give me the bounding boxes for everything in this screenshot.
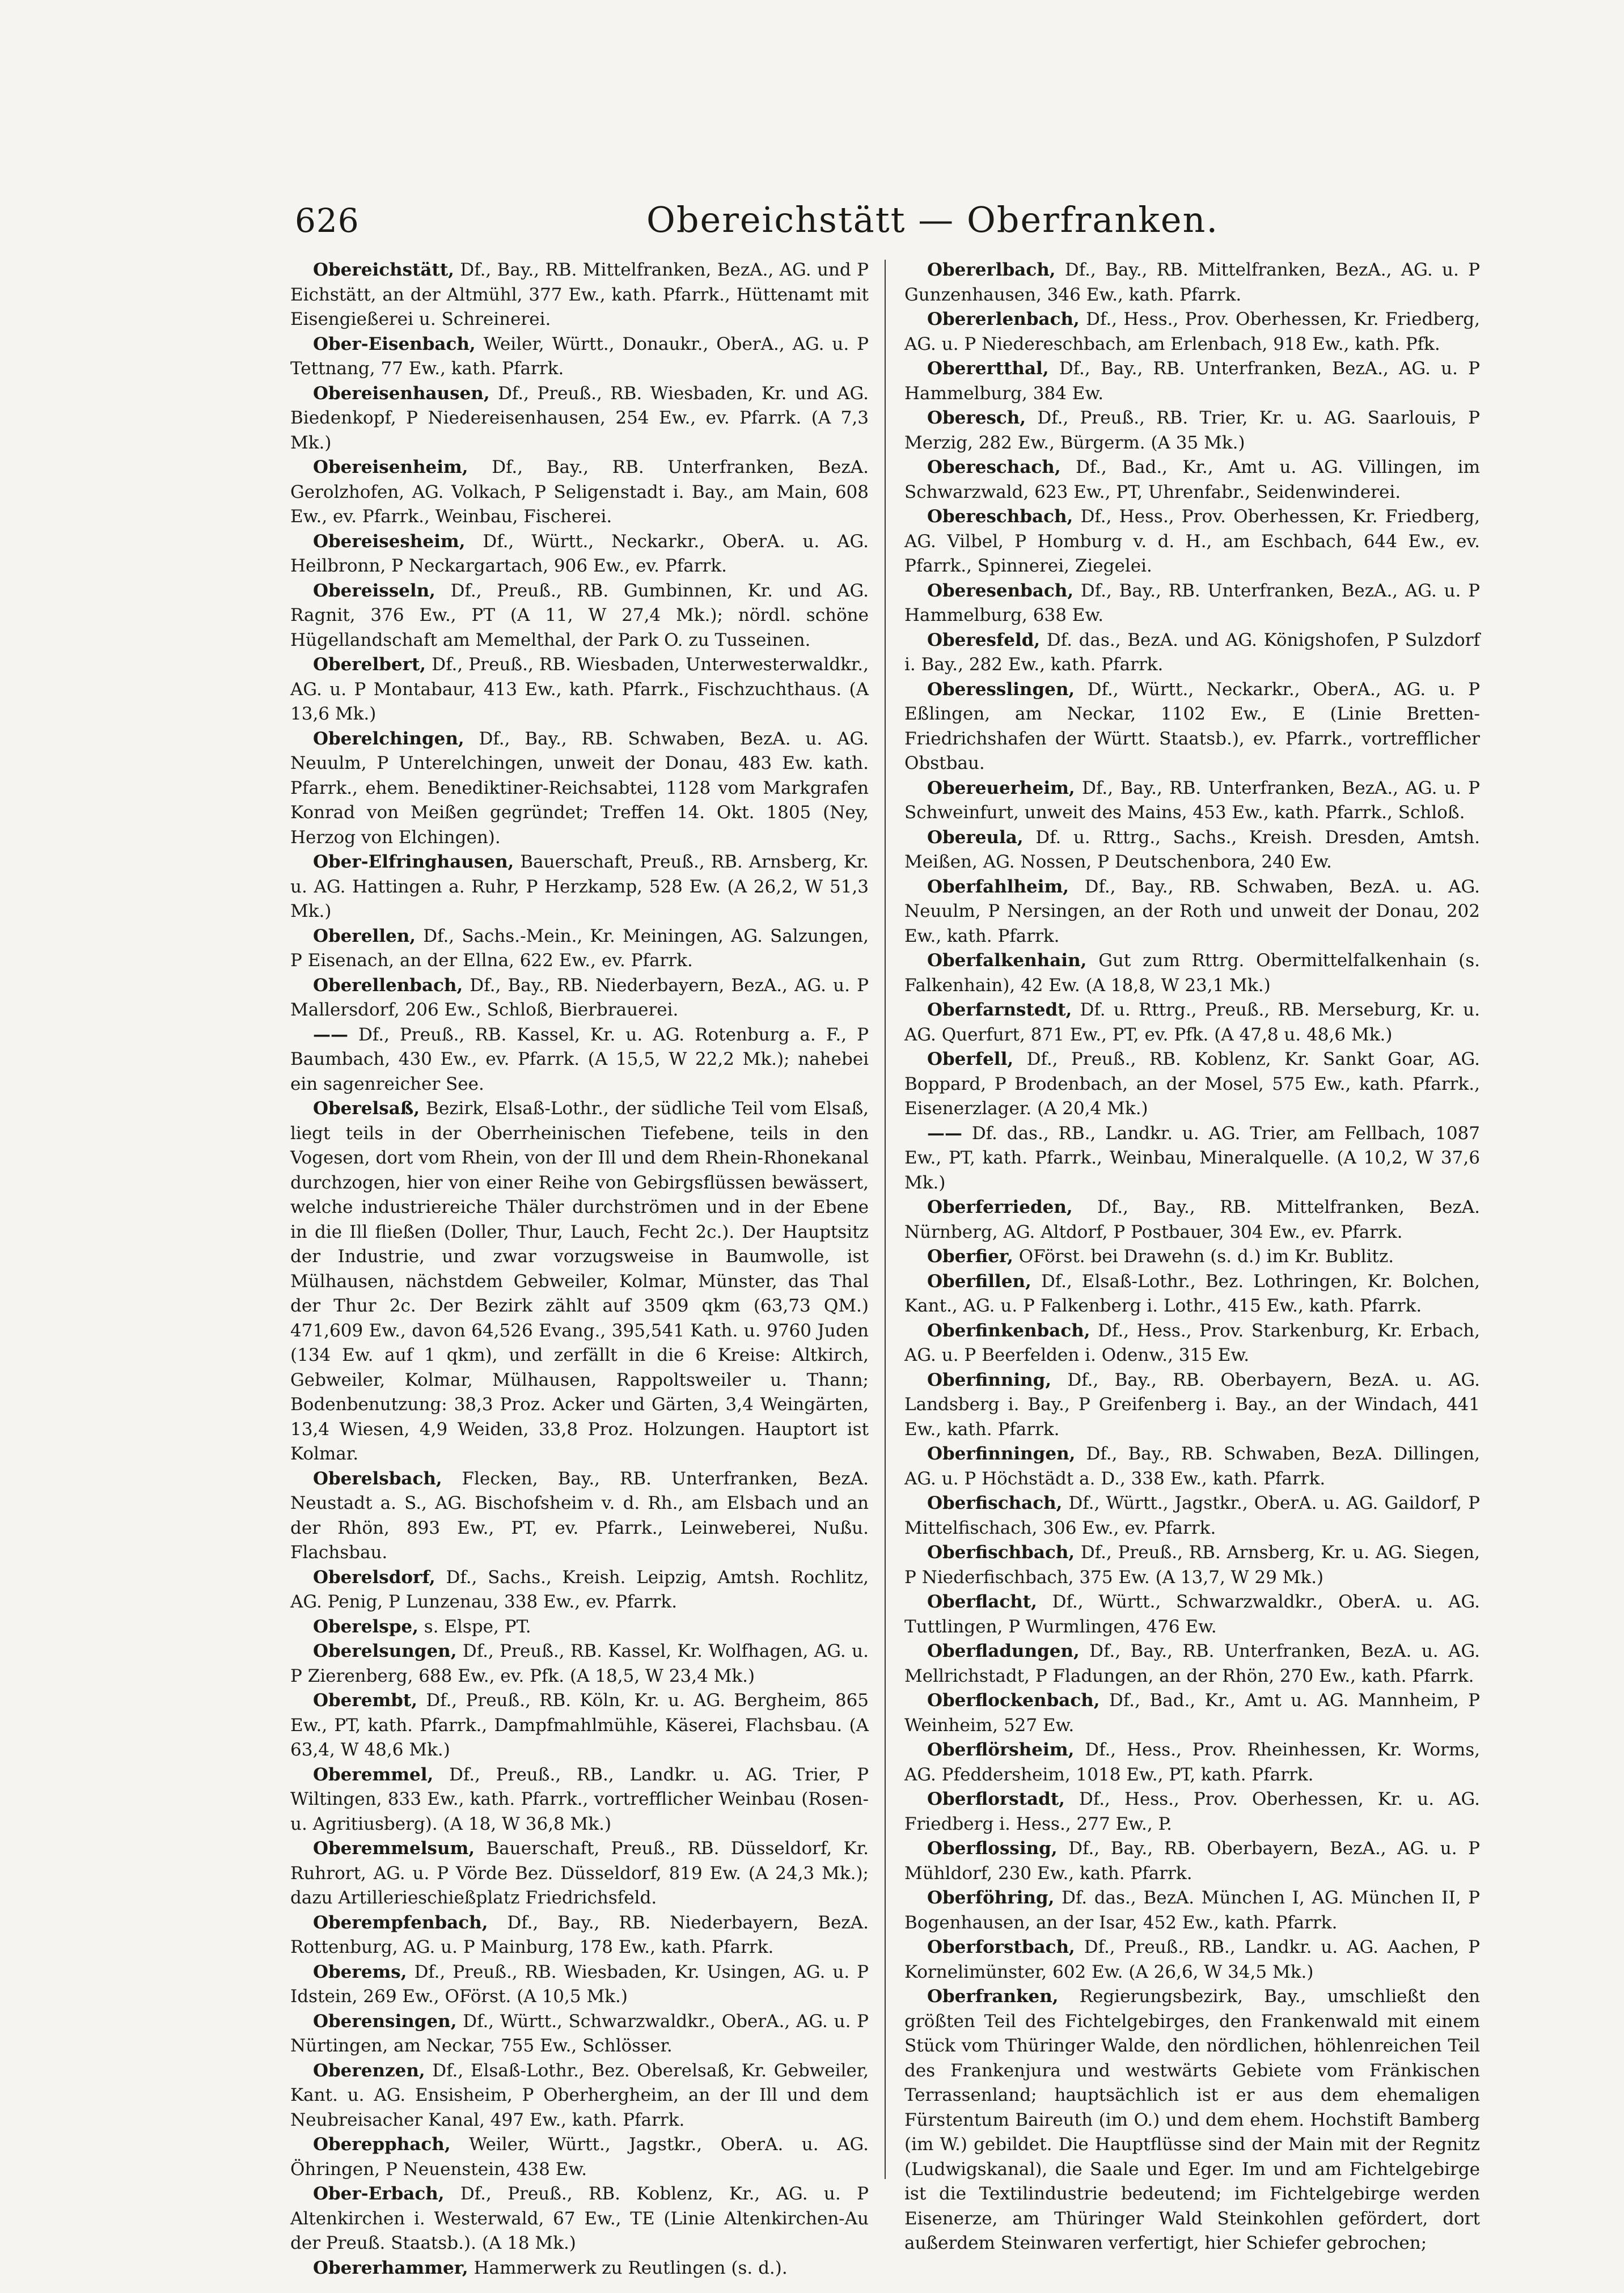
entry-headword: Oberfillen, xyxy=(927,1271,1031,1292)
entry-headword: Obereisesheim, xyxy=(313,531,466,552)
dictionary-entry xyxy=(904,1270,1480,1319)
entry-text: Df. u. Rttrg., Preuß., RB. Merseburg, Kr. u. AG. Querfurt, 871 Ew., PT, ev. Pfk. (A 47,8 u. 48,6 Mk.) xyxy=(904,1000,1480,1045)
dictionary-entry xyxy=(904,826,1480,875)
entry-text: Df., Württ., Jagstkr., OberA. u. AG. Gaildorf, P Mittelfischach, 306 Ew., ev. Pfarrk. xyxy=(904,1493,1480,1538)
dictionary-entry xyxy=(290,974,869,1023)
dictionary-entry xyxy=(904,1935,1480,1985)
entry-text: Df., Preuß., RB. Koblenz, Kr., AG. u. P Altenkirchen i. Westerwald, 67 Ew., TE (Linie Altenkirchen-Au der Preuß. Staatsb.). (A 18 Mk.) xyxy=(290,2184,869,2253)
entry-text: Df., Bay., RB. Mittelfranken, BezA., AG. u. P Gunzenhausen, 346 Ew., kath. Pfarrk. xyxy=(904,260,1481,305)
left-column xyxy=(290,258,869,2278)
entry-headword: Oberensingen, xyxy=(313,2011,457,2032)
entry-text: Df., Elsaß-Lothr., Bez. Lothringen, Kr. Bolchen, Kant., AG. u. P Falkenberg i. Lothr., 415 Ew., kath. Pfarrk. xyxy=(904,1271,1480,1316)
entry-headword: Oberertthal, xyxy=(927,358,1049,379)
dictionary-entry xyxy=(290,2059,869,2133)
entry-text: Df., Preuß., RB. Kassel, Kr. u. AG. Rotenburg a. F., P Baumbach, 430 Ew., ev. Pfarrk. (A 15,5, W 22,2 Mk.); nahebei ein sagenreicher See. xyxy=(290,1024,869,1094)
entry-headword: Oberemmel, xyxy=(313,1764,434,1785)
entry-text: Df., Bay., RB. Oberbayern, BezA. u. AG. Landsberg i. Bay., P Greifenberg i. Bay., an der Windach, 441 Ew., kath. Pfarrk. xyxy=(904,1369,1480,1440)
dictionary-entry xyxy=(904,1985,1480,2256)
running-title: Obereichstätt — Oberfranken. xyxy=(646,199,1219,240)
entry-text: OFörst. bei Drawehn (s. d.) im Kr. Bublitz. xyxy=(1018,1246,1394,1267)
entry-text: Df., Bay., RB. Unterfranken, BezA., AG. u. P Hammelburg, 638 Ew. xyxy=(904,580,1480,625)
dictionary-entry xyxy=(904,1245,1480,1270)
entry-headword: Oberesch, xyxy=(927,408,1026,428)
entry-headword: Obereula, xyxy=(927,827,1024,848)
entry-headword: Oberelsbach, xyxy=(313,1468,442,1489)
dictionary-entry xyxy=(290,924,869,974)
dictionary-entry xyxy=(904,1738,1480,1787)
entry-text: Df., Hess., Prov. Rheinhessen, Kr. Worms, AG. Pfeddersheim, 1018 Ew., PT, kath. Pfarrk. xyxy=(904,1740,1480,1785)
entry-text: Df., Preuß., RB. Wiesbaden, Kr. und AG. Biedenkopf, P Niedereisenhausen, 254 Ew., ev. Pfarrk. (A 7,3 Mk.) xyxy=(290,383,869,453)
entry-text: Hammerwerk zu Reutlingen (s. d.). xyxy=(473,2257,788,2278)
dictionary-entry xyxy=(290,1615,869,1640)
entry-headword: Oberelspe, xyxy=(313,1616,418,1637)
entry-text: Df., Preuß., RB. Arnsberg, Kr. u. AG. Siegen, P Niederfischbach, 375 Ew. (A 13,7, W 29 Mk.) xyxy=(904,1542,1481,1588)
entry-headword: Oberellen, xyxy=(313,925,416,946)
page-number: 626 xyxy=(295,201,360,240)
entry-headword: Obereisenheim, xyxy=(313,457,468,477)
dictionary-entry xyxy=(290,382,869,456)
entry-headword: Obereuerheim, xyxy=(927,777,1075,798)
entry-headword: Oberforstbach, xyxy=(927,1937,1075,1957)
entry-text: Df., Preuß., RB. Wiesbaden, Kr. Usingen, AG. u. P Idstein, 269 Ew., OFörst. (A 10,5 Mk.) xyxy=(290,1961,869,2007)
dictionary-entry xyxy=(904,949,1480,998)
right-column xyxy=(904,258,1481,2253)
entry-headword: Oberesslingen, xyxy=(927,679,1075,700)
entry-headword: Oberfranken, xyxy=(927,1986,1059,2007)
entry-headword: Ober-Eisenbach, xyxy=(313,333,476,354)
dictionary-entry xyxy=(290,1097,869,1467)
dictionary-entry xyxy=(904,505,1480,579)
column-divider xyxy=(885,260,886,2179)
entry-text: Df., Bay., RB. Mittelfranken, BezA. Nürnberg, AG. Altdorf, P Postbauer, 304 Ew., ev. Pfarrk. xyxy=(904,1197,1480,1242)
entry-headword: Oberfell, xyxy=(927,1049,1014,1069)
entry-text: Df., Bay., RB. Unterfranken, BezA., AG. u. P Hammelburg, 384 Ew. xyxy=(904,358,1480,404)
entry-text: Df., Bad., Kr., Amt u. AG. Villingen, im Schwarzwald, 623 Ew., PT, Uhrenfabr., Seidenwinderei. xyxy=(904,457,1480,502)
dictionary-entry xyxy=(904,998,1480,1047)
dictionary-entry xyxy=(904,1837,1480,1886)
entry-headword: Oberferrieden, xyxy=(927,1197,1073,1217)
entry-headword: Oberfalkenhain, xyxy=(927,950,1087,971)
entry-text: Df., Sachs., Kreish. Leipzig, Amtsh. Rochlitz, AG. Penig, P Lunzenau, 338 Ew., ev. Pfarrk. xyxy=(290,1567,869,1612)
entry-text: Df., Bay., RB. Oberbayern, BezA., AG. u. P Mühldorf, 230 Ew., kath. Pfarrk. xyxy=(904,1838,1480,1884)
dictionary-entry xyxy=(290,1960,869,2009)
dictionary-entry xyxy=(904,406,1480,455)
entry-text: Df., Preuß., RB. Kassel, Kr. Wolfhagen, AG. u. P Zierenberg, 688 Ew., ev. Pfk. (A 18,5, W 23,4 Mk.) xyxy=(290,1641,869,1686)
dictionary-entry xyxy=(290,1763,869,1837)
entry-text: Df., Bay., RB. Unterfranken, BezA. u. AG. Mellrichstadt, P Fladungen, an der Rhön, 270 Ew., kath. Pfarrk. xyxy=(904,1641,1480,1686)
dictionary-entry xyxy=(290,1689,869,1763)
entry-text: Df., Bay., RB. Schwaben, BezA. u. AG. Neuulm, P Unterelchingen, unweit der Donau, 483 Ew. kath. Pfarrk., ehem. Benediktiner-Reichsabtei, 1128 vom Markgrafen Konrad von Meißen gegründet; Treffen 14. Okt. 1805 (Ney, Herzog von Elchingen). xyxy=(290,728,869,848)
entry-headword: Oberems, xyxy=(313,1961,407,1982)
entry-text: Bezirk, Elsaß-Lothr., der südliche Teil vom Elsaß, liegt teils in der Oberrheinischen Tiefebene, teils in den Vogesen, dort vom Rhein, von der Ill und dem Rhein-Rhonekanal durchzogen, hier von einer Reihe von Gebirgsflüssen bewässert, welche industriereiche Thäler durchströmen und in der Ebene in die Ill fließen (Doller, Thur, Lauch, Fecht 2c.). Der Hauptsitz der Industrie, und zwar vorzugsweise in Baumwolle, ist Mülhausen, nächstdem Gebweiler, Kolmar, Münster, das Thal der Thur 2c. Der Bezirk zählt auf 3509 qkm (63,73 QM.) 471,609 Ew., davon 64,526 Evang., 395,541 Kath. u. 9760 Juden (134 Ew. auf 1 qkm), und zerfällt in die 6 Kreise: Altkirch, Gebweiler, Kolmar, Mülhausen, Rappoltsweiler u. Thann; Bodenbenutzung: 38,3 Proz. Acker und Gärten, 3,4 Weingärten, 13,4 Wiesen, 4,9 Weiden, 33,8 Proz. Holzungen. Hauptort ist Kolmar. xyxy=(290,1098,869,1464)
dictionary-entry xyxy=(290,2256,869,2281)
entry-headword: Oberenzen, xyxy=(313,2060,425,2081)
entry-headword: Oberesfeld, xyxy=(927,629,1041,650)
entry-text: Df., Bay., RB. Schwaben, BezA. Dillingen, AG. u. P Höchstädt a. D., 338 Ew., kath. Pfarrk. xyxy=(904,1444,1480,1489)
entry-headword: Oberfischbach, xyxy=(927,1542,1075,1563)
entry-text: Bauerschaft, Preuß., RB. Arnsberg, Kr. u. AG. Hattingen a. Ruhr, P Herzkamp, 528 Ew. (A 26,2, W 51,3 Mk.) xyxy=(290,852,869,921)
entry-text: Df., Bay., RB. Niederbayern, BezA. Rottenburg, AG. u. P Mainburg, 178 Ew., kath. Pfarrk. xyxy=(290,1912,869,1957)
entry-headword: Oberelsdorf, xyxy=(313,1567,435,1588)
dictionary-entry xyxy=(290,2133,869,2182)
entry-text: Df., Württ., Schwarzwaldkr., OberA., AG. u. P Nürtingen, am Neckar, 755 Ew., Schlösser. xyxy=(290,2011,869,2056)
entry-headword: Oberelsungen, xyxy=(313,1641,457,1661)
dictionary-entry xyxy=(290,850,869,924)
entry-headword: Obereisseln, xyxy=(313,580,435,601)
entry-text: Df., Bay., RB. Schwaben, BezA. u. AG. Neuulm, P Nersingen, an der Roth und unweit der Donau, 202 Ew., kath. Pfarrk. xyxy=(904,876,1480,946)
entry-headword: Oberfischach, xyxy=(927,1493,1063,1513)
entry-text: Df., Preuß., RB. Koblenz, Kr. Sankt Goar, AG. Boppard, P Brodenbach, an der Mosel, 575 Ew., kath. Pfarrk., Eisenerzlager. (A 20,4 Mk.) xyxy=(904,1049,1480,1119)
entry-headword: Oberfahlheim, xyxy=(927,876,1069,897)
entry-text: Df., Württ., Schwarzwaldkr., OberA. u. AG. Tuttlingen, P Wurmlingen, 476 Ew. xyxy=(904,1592,1480,1637)
dictionary-entry xyxy=(290,2182,869,2256)
entry-headword: Oberfinkenbach, xyxy=(927,1320,1090,1341)
entry-text: Df., Württ., Neckarkr., OberA., AG. u. P Eßlingen, am Neckar, 1102 Ew., E (Linie Bretten-Friedrichshafen der Württ. Staatsb.), ev. Pfarrk., vortrefflicher Obstbau. xyxy=(904,679,1480,773)
entry-text: Df. u. Rttrg., Sachs., Kreish. Dresden, Amtsh. Meißen, AG. Nossen, P Deutschenbora, 240 Ew. xyxy=(904,827,1481,872)
entry-headword: Obereisenhausen, xyxy=(313,383,490,404)
entry-headword: Oberfarnstedt, xyxy=(927,1000,1072,1020)
dictionary-entry xyxy=(904,1319,1480,1368)
dictionary-entry xyxy=(904,1590,1480,1639)
dictionary-entry xyxy=(904,455,1480,505)
entry-text: Df., Bay., RB. Niederbayern, BezA., AG. u. P Mallersdorf, 206 Ew., Schloß, Bierbrauerei. xyxy=(290,975,869,1020)
dictionary-entry xyxy=(290,1911,869,1960)
entry-text: Df., Preuß., RB. Gumbinnen, Kr. und AG. Ragnit, 376 Ew., PT (A 11, W 27,4 Mk.); nördl. schöne Hügellandschaft am Memelthal, der Park O. zu Tusseinen. xyxy=(290,580,869,650)
dictionary-entry xyxy=(904,1787,1480,1837)
entry-headword: Oberfinningen, xyxy=(927,1444,1076,1464)
dictionary-entry xyxy=(904,1122,1480,1196)
entry-headword: —— xyxy=(313,1024,348,1045)
entry-text: Flecken, Bay., RB. Unterfranken, BezA. Neustadt a. S., AG. Bischofsheim v. d. Rh., am Elsbach und an der Rhön, 893 Ew., PT, ev. Pfarrk., Leinweberei, Nußu. Flachsbau. xyxy=(290,1468,869,1563)
dictionary-entry xyxy=(290,258,869,332)
dictionary-entry xyxy=(290,727,869,851)
dictionary-entry xyxy=(904,1689,1480,1738)
entry-headword: Oberepphach, xyxy=(313,2134,451,2155)
dictionary-entry xyxy=(904,776,1480,826)
entry-text: s. Elspe, PT. xyxy=(424,1616,531,1637)
entry-text: Df., Hess., Prov. Starkenburg, Kr. Erbach, AG. u. P Beerfelden i. Odenw., 315 Ew. xyxy=(904,1320,1481,1365)
entry-headword: Oberfinning, xyxy=(927,1369,1052,1390)
dictionary-entry xyxy=(904,1491,1480,1541)
entry-text: Df., Hess., Prov. Oberhessen, Kr. u. AG. Friedberg i. Hess., 277 Ew., P. xyxy=(904,1789,1480,1834)
entry-headword: Oberembt, xyxy=(313,1690,418,1711)
entry-text: Df., Elsaß-Lothr., Bez. Oberelsaß, Kr. Gebweiler, Kant. u. AG. Ensisheim, P Oberhergheim, an der Ill und dem Neubreisacher Kanal, 497 Ew., kath. Pfarrk. xyxy=(290,2060,869,2130)
entry-text: Df. das., BezA. und AG. Königshofen, P Sulzdorf i. Bay., 282 Ew., kath. Pfarrk. xyxy=(904,629,1481,675)
entry-headword: Obererhammer, xyxy=(313,2257,468,2278)
dictionary-entry xyxy=(904,579,1480,628)
entry-headword: Obererlbach, xyxy=(927,260,1056,280)
dictionary-entry xyxy=(904,1368,1480,1442)
entry-text: Df., Bay., RB. Unterfranken, BezA. Gerolzhofen, AG. Volkach, P Seligenstadt i. Bay., am Main, 608 Ew., ev. Pfarrk., Weinbau, Fischerei. xyxy=(290,457,869,527)
entry-headword: Oberflorstadt, xyxy=(927,1789,1065,1809)
entry-text: Weiler, Württ., Donaukr., OberA., AG. u. P Tettnang, 77 Ew., kath. Pfarrk. xyxy=(290,333,869,379)
dictionary-entry xyxy=(290,653,869,727)
dictionary-entry xyxy=(290,455,869,530)
entry-text: Regierungsbezirk, Bay., umschließt den größten Teil des Fichtelgebirges, den Frankenwald mit einem Stück vom Thüringer Walde, den nördlichen, höhlenreichen Teil des Frankenjura und westwärts Gebiete vom Fränkischen Terrassenland; hauptsächlich ist er aus dem ehemaligen Fürstentum Baireuth (im O.) und dem ehem. Hochstift Bamberg (im W.) gebildet. Die Hauptflüsse sind der Main mit der Regnitz (Ludwigskanal), die Saale und Eger. Im und am Fichtelgebirge ist die Textilindustrie bedeutend; im Fichtelgebirge werden Eisenerze, am Thüringer Wald Steinkohlen gefördert, dort außerdem Steinwaren verfertigt, hier Schiefer gebrochen; xyxy=(904,1986,1480,2253)
entry-text: Df., Hess., Prov. Oberhessen, Kr. Friedberg, AG. u. P Niedereschbach, am Erlenbach, 918 Ew., kath. Pfk. xyxy=(904,309,1480,354)
entry-text: Df., Württ., Neckarkr., OberA. u. AG. Heilbronn, P Neckargartach, 906 Ew., ev. Pfarrk. xyxy=(290,531,869,576)
entry-headword: Oberflacht, xyxy=(927,1592,1037,1612)
entry-text: Df., Preuß., RB. Köln, Kr. u. AG. Bergheim, 865 Ew., PT, kath. Pfarrk., Dampfmahlmühle, Käserei, Flachsbau. (A 63,4, W 48,6 Mk.) xyxy=(290,1690,869,1760)
entry-headword: Obereichstätt, xyxy=(313,260,454,280)
entry-headword: Oberellenbach, xyxy=(313,975,463,996)
entry-text: Gut zum Rttrg. Obermittelfalkenhain (s. Falkenhain), 42 Ew. (A 18,8, W 23,1 Mk.) xyxy=(904,950,1480,996)
entry-text: Df., Preuß., RB. Wiesbaden, Unterwesterwaldkr., AG. u. P Montabaur, 413 Ew., kath. Pfarrk., Fischzuchthaus. (A 13,6 Mk.) xyxy=(290,654,869,724)
dictionary-entry xyxy=(904,1541,1480,1590)
dictionary-entry xyxy=(904,678,1480,776)
entry-headword: Oberflossing, xyxy=(927,1838,1058,1859)
dictionary-entry xyxy=(904,1639,1480,1689)
entry-text: Df., Bad., Kr., Amt u. AG. Mannheim, P Weinheim, 527 Ew. xyxy=(904,1690,1480,1736)
entry-text: Df. das., RB., Landkr. u. AG. Trier, am Fellbach, 1087 Ew., PT, kath. Pfarrk., Weinbau, Mineralquelle. (A 10,2, W 37,6 Mk.) xyxy=(904,1123,1480,1193)
dictionary-entry xyxy=(290,579,869,653)
entry-text: Bauerschaft, Preuß., RB. Düsseldorf, Kr. Ruhrort, AG. u. P Vörde Bez. Düsseldorf, 819 Ew. (A 24,3 Mk.); dazu Artillerieschießplatz Friedrichsfeld. xyxy=(290,1838,869,1908)
dictionary-entry xyxy=(290,1023,869,1097)
entry-headword: Oberföhring, xyxy=(927,1888,1055,1908)
dictionary-entry xyxy=(290,530,869,579)
dictionary-entry xyxy=(904,258,1480,307)
entry-text: Weiler, Württ., Jagstkr., OberA. u. AG. Öhringen, P Neuenstein, 438 Ew. xyxy=(290,2134,869,2180)
entry-headword: Obereschbach, xyxy=(927,506,1073,527)
entry-text: Df., Sachs.-Mein., Kr. Meiningen, AG. Salzungen, P Eisenach, an der Ellna, 622 Ew., ev. Pfarrk. xyxy=(290,925,869,971)
entry-headword: Obereschach, xyxy=(927,457,1061,477)
dictionary-entry xyxy=(904,628,1480,678)
entry-headword: Oberflörsheim, xyxy=(927,1740,1075,1760)
dictionary-entry xyxy=(290,1566,869,1615)
dictionary-entry xyxy=(904,1886,1480,1935)
dictionary-entry xyxy=(904,875,1480,949)
dictionary-entry xyxy=(904,1047,1480,1122)
dictionary-entry xyxy=(290,2009,869,2059)
entry-headword: Oberesenbach, xyxy=(927,580,1074,601)
entry-text: Df., Preuß., RB. Trier, Kr. u. AG. Saarlouis, P Merzig, 282 Ew., Bürgerm. (A 35 Mk.) xyxy=(904,408,1480,453)
entry-text: Df., Hess., Prov. Oberhessen, Kr. Friedberg, AG. Vilbel, P Homburg v. d. H., am Eschbach, 644 Ew., ev. Pfarrk., Spinnerei, Ziegelei. xyxy=(904,506,1480,576)
entry-headword: Oberempfenbach, xyxy=(313,1912,488,1933)
entry-text: Df., Bay., RB. Unterfranken, BezA., AG. u. P Schweinfurt, unweit des Mains, 453 Ew., kath. Pfarrk., Schloß. xyxy=(904,777,1480,823)
entry-headword: Oberfladungen, xyxy=(927,1641,1080,1661)
dictionary-entry xyxy=(290,1837,869,1911)
dictionary-entry xyxy=(904,307,1480,357)
dictionary-entry xyxy=(904,1195,1480,1245)
dictionary-entry xyxy=(290,1639,869,1689)
entry-headword: Oberelchingen, xyxy=(313,728,464,749)
entry-headword: Oberelbert, xyxy=(313,654,426,675)
dictionary-entry xyxy=(904,1442,1480,1491)
entry-headword: Oberemmelsum, xyxy=(313,1838,475,1859)
dictionary-entry xyxy=(290,1467,869,1566)
entry-headword: Ober-Erbach, xyxy=(313,2184,445,2204)
entry-headword: Oberfier, xyxy=(927,1246,1013,1267)
entry-headword: Ober-Elfringhausen, xyxy=(313,852,514,872)
page-header xyxy=(295,196,1372,247)
entry-headword: Oberflockenbach, xyxy=(927,1690,1100,1711)
entry-headword: —— xyxy=(927,1123,962,1144)
entry-text: Df., Preuß., RB., Landkr. u. AG. Aachen, P Kornelimünster, 602 Ew. (A 26,6, W 34,5 Mk.) xyxy=(904,1937,1481,1982)
entry-headword: Obererlenbach, xyxy=(927,309,1080,329)
entry-text: Df., Bay., RB. Mittelfranken, BezA., AG. und P Eichstätt, an der Altmühl, 377 Ew., kath. Pfarrk., Hüttenamt mit Eisengießerei u. Schreinerei. xyxy=(290,260,869,329)
dictionary-entry xyxy=(904,357,1480,406)
dictionary-entry xyxy=(290,332,869,382)
entry-text: Df., Preuß., RB., Landkr. u. AG. Trier, P Wiltingen, 833 Ew., kath. Pfarrk., vortrefflicher Weinbau (Rosen- u. Agritiusberg). (A 18, W 36,8 Mk.) xyxy=(290,1764,869,1834)
entry-text: Df. das., BezA. München I, AG. München II, P Bogenhausen, an der Isar, 452 Ew., kath. Pfarrk. xyxy=(904,1888,1480,1933)
entry-headword: Oberelsaß, xyxy=(313,1098,420,1119)
